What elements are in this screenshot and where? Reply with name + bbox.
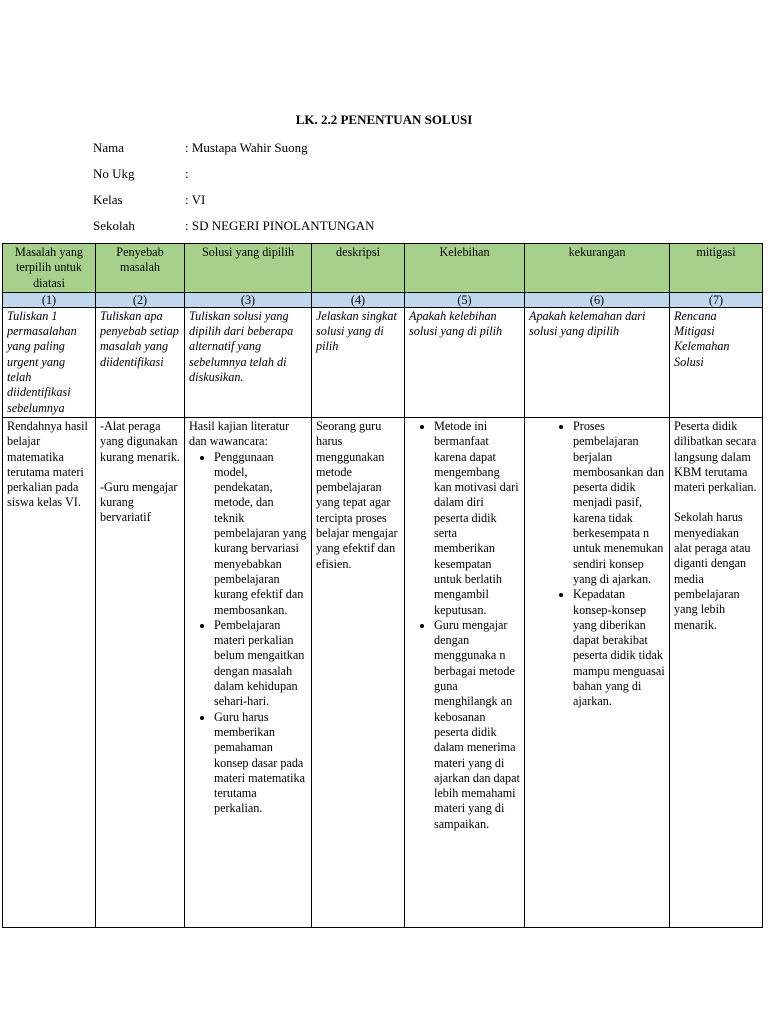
cell-deskripsi: [312, 417, 405, 927]
header-deskripsi: deskripsi: [312, 244, 405, 293]
header-masalah: Masalah yang terpilih untuk diatasi: [3, 244, 96, 293]
info-value-sekolah: : SD NEGERI PINOLANTUNGAN: [185, 218, 375, 233]
solusi-intro: Hasil kajian literatur dan wawancara:: [189, 418, 290, 449]
header-kekurangan: kekurangan: [525, 244, 670, 293]
info-label-sekolah: Sekolah: [93, 218, 135, 233]
instruction-solusi: Tuliskan solusi yang dipilih dari beberapa alternatif yang sebelumnya telah di diskusikan.: [185, 307, 312, 417]
info-value-no-ukg: :: [185, 166, 189, 181]
solusi-list: [189, 450, 307, 817]
header-penyebab: Penyebab masalah: [96, 244, 185, 293]
column-number: (1): [3, 292, 96, 307]
instruction-penyebab: Tuliskan apa penyebab setiap masalah yang diidentifikasi: [96, 307, 185, 417]
instruction-kelebihan: Apakah kelebihan solusi yang di pilih: [405, 307, 525, 417]
mitigasi-text: Sekolah harus menyediakan alat peraga atau diganti dengan media pembelajaran yang lebih menarik.: [674, 510, 751, 632]
cell-kekurangan: [525, 417, 670, 927]
kekurangan-list-item: • Proses pembelajaran berjalan membosankan dan peserta didik menjadi pasif, karena tidak berkesempata n untuk menemukan sendiri konsep yang di ajarkan.: [573, 419, 665, 587]
header-row: [3, 244, 763, 293]
kelebihan-list: [409, 419, 520, 832]
kekurangan-list-item: • Kepadatan konsep-konsep yang diberikan dapat berakibat peserta didik tidak mampu menguasai bahan yang di ajarkan.: [573, 587, 665, 709]
cell-kelebihan: [405, 417, 525, 927]
kelebihan-list-item: • Guru mengajar dengan menggunaka n berbagai metode guna menghilangk an kebosanan peserta didik dalam menerima materi yang di ajarkan dan dapat lebih memahami materi yang di sampaikan.: [434, 618, 520, 832]
header-mitigasi: mitigasi: [670, 244, 763, 293]
column-number: (7): [670, 292, 763, 307]
kelebihan-list-item: • Metode ini bermanfaat karena dapat mengembang kan motivasi dari dalam diri peserta didik serta memberikan kesempatan untuk berlatih mengambil keputusan.: [434, 419, 520, 618]
info-value-nama: : Mustapa Wahir Suong: [185, 140, 308, 155]
info-label-no-ukg: No Ukg: [93, 166, 135, 181]
cell-mitigasi: [670, 417, 763, 927]
cell-masalah: [3, 417, 96, 927]
info-label-nama: Nama: [93, 140, 125, 155]
document-title: LK. 2.2 PENENTUAN SOLUSI: [295, 112, 473, 127]
instruction-row: [3, 307, 763, 417]
instruction-deskripsi: Jelaskan singkat solusi yang di pilih: [312, 307, 405, 417]
column-number: (4): [312, 292, 405, 307]
column-number-row: [3, 292, 763, 307]
instruction-masalah: Tuliskan 1 permasalahan yang paling urgent yang telah diidentifikasi sebelumnya: [3, 307, 96, 417]
solusi-list-item: • Guru harus memberikan pemahaman konsep dasar pada materi matematika terutama perkalian.: [214, 710, 307, 817]
cell-penyebab: [96, 417, 185, 927]
solusi-list-item: • Penggunaan model, pendekatan, metode, dan teknik pembelajaran yang kurang bervariasi menyebabkan pembelajaran kurang efektif dan membosankan.: [214, 450, 307, 618]
mitigasi-text: Peserta didik dilibatkan secara langsung dalam KBM terutama materi perkalian.: [674, 418, 757, 495]
column-number: (6): [525, 292, 670, 307]
column-number: (5): [405, 292, 525, 307]
info-value-kelas: : VI: [185, 192, 206, 207]
kekurangan-list: [529, 419, 665, 710]
deskripsi-text: Seorang guru harus menggunakan metode pembelajaran yang tepat agar tercipta proses belajar mengajar yang efektif dan efisien.: [316, 418, 398, 571]
header-solusi: Solusi yang dipilih: [185, 244, 312, 293]
penyebab-text: -Guru mengajar kurang bervariatif: [100, 479, 178, 525]
header-kelebihan: Kelebihan: [405, 244, 525, 293]
content-row: [3, 417, 763, 927]
solution-table: [2, 243, 763, 928]
solusi-list-item: • Pembelajaran materi perkalian belum mengaitkan dengan masalah dalam kehidupan sehari-hari.: [214, 618, 307, 710]
penyebab-text: -Alat peraga yang digunakan kurang menarik.: [100, 418, 180, 464]
info-label-kelas: Kelas: [93, 192, 123, 207]
column-number: (2): [96, 292, 185, 307]
instruction-kekurangan: Apakah kelemahan dari solusi yang dipilih: [525, 307, 670, 417]
masalah-text: Rendahnya hasil belajar matematika terutama materi perkalian pada siswa kelas VI.: [7, 418, 88, 510]
cell-solusi: [185, 417, 312, 927]
column-number: (3): [185, 292, 312, 307]
instruction-mitigasi: Rencana Mitigasi Kelemahan Solusi: [670, 307, 763, 417]
